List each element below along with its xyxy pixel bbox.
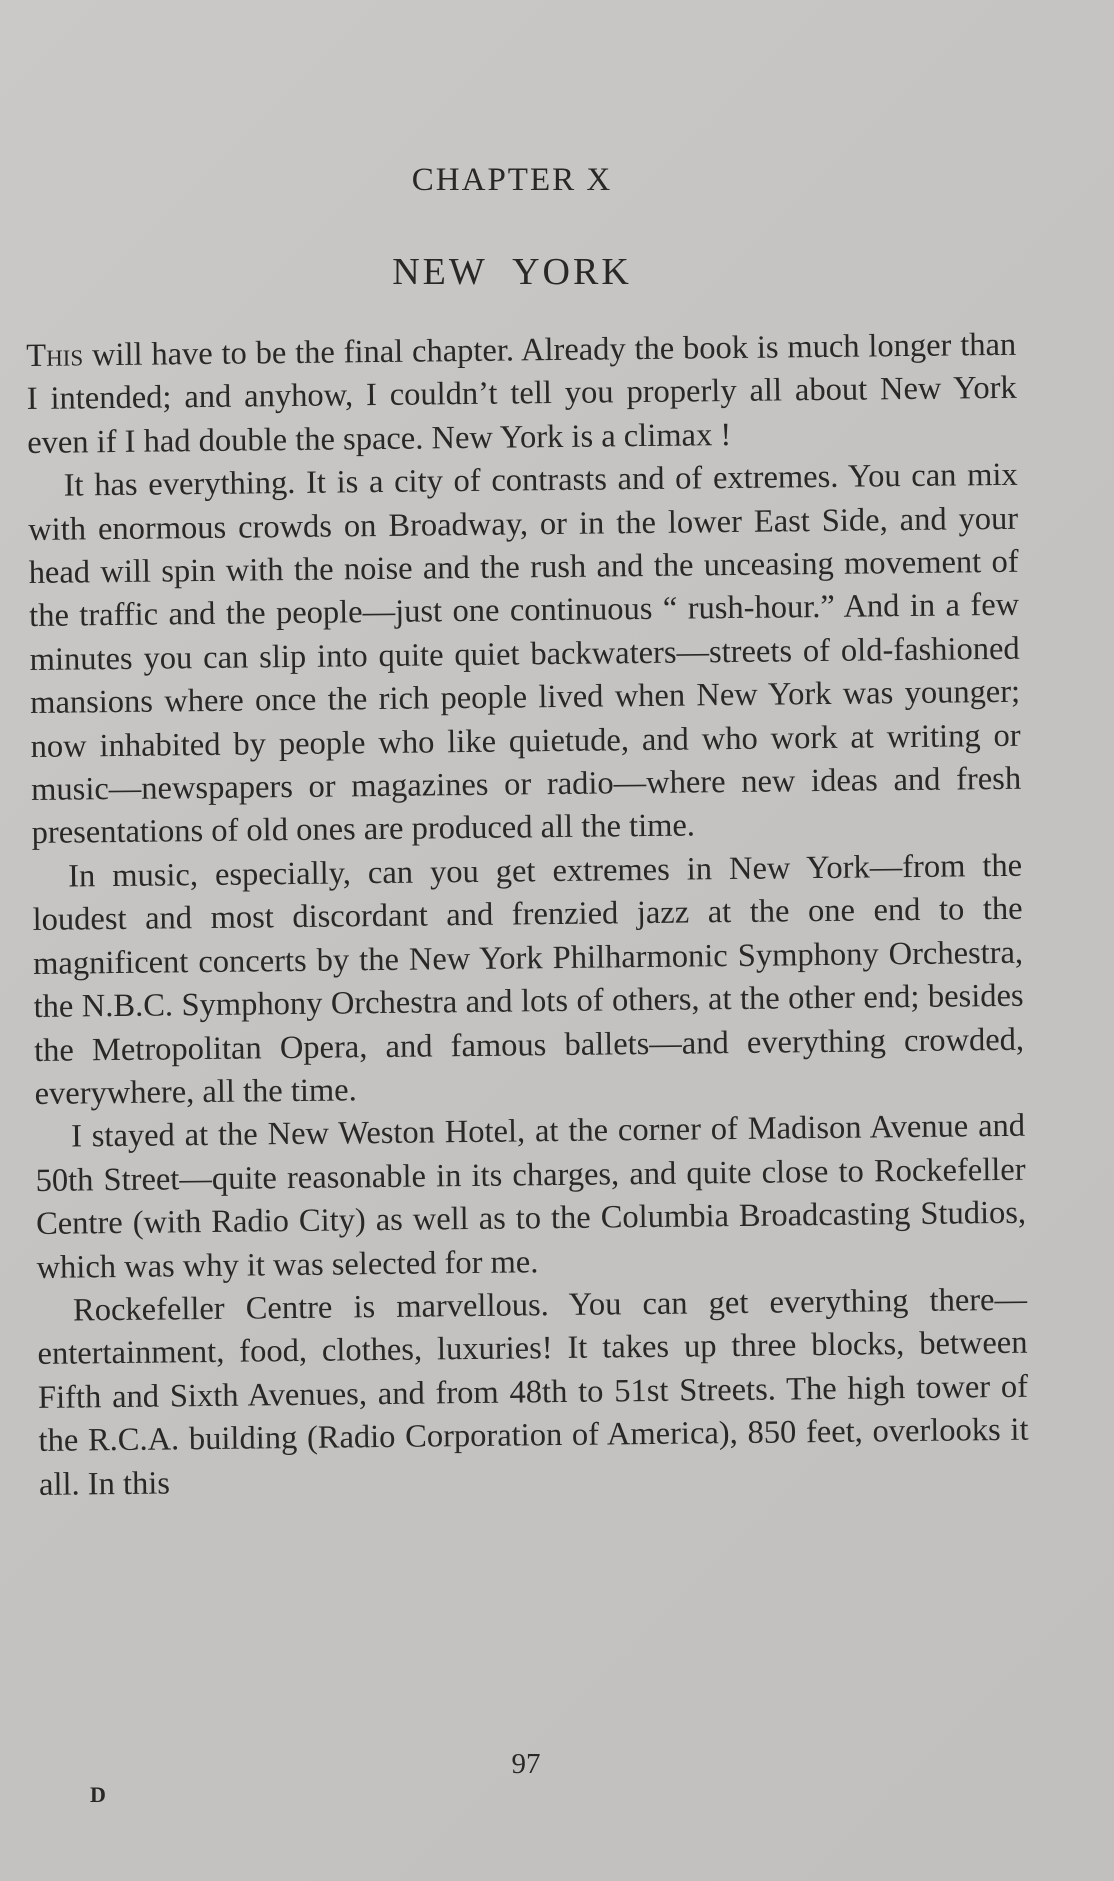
chapter-body <box>26 324 1029 1507</box>
paragraph: It has everything. It is a city of contrasts and of extremes. You can mix with enormous crowds on Broadway, or in the lower East Side, and your head will spin with the noise and the rush and the unceasing movement of the traffic and the people—just one continuous “ rush-hour.” And in a few minutes you can slip into quite quiet backwaters—streets of old-fashioned mansions where once the rich people lived when New York was younger; now inhabited by people who like quietude, and who work at writing or music—newspapers or magazines or radio—where new ideas and fresh presentations of old ones are produced all the time. <box>28 456 1022 852</box>
paragraph: Rockefeller Centre is marvellous. You can get everything there—entertainment, food, clothes, luxuries! It takes up three blocks, between Fifth and Sixth Avenues, and from 48th to 51st Streets. The high tower of the R.C.A. building (Radio Corporation of America), 850 feet, overlooks it all. In this <box>37 1281 1029 1503</box>
paragraph <box>26 324 1017 465</box>
chapter-title: NEW YORK <box>392 251 632 293</box>
page-number: 97 <box>511 1748 541 1780</box>
chapter-label: CHAPTER X <box>411 162 613 198</box>
signature-mark: D <box>90 1782 106 1807</box>
paragraph-text: will have to be the final chapter. Already the book is much longer than I intended; and anyhow, I couldn’t tell you properly all about New York even if I had double the space. New York is a climax ! <box>26 326 1017 461</box>
paragraph: I stayed at the New Weston Hotel, at the corner of Madison Avenue and 50th Street—quite reasonable in its charges, and quite close to Rockefeller Centre (with Radio City) as well as to the Columbia Broadcasting Studios, which was why it was selected for me. <box>35 1108 1027 1286</box>
paragraph-lead-word: This <box>26 337 84 374</box>
paragraph: In music, especially, can you get extremes in New York—from the loudest and most discordant and frenzied jazz at the one end to the magnificent concerts by the New York Philharmonic Symphony Orchestra, the N.B.C. Symphony Orchestra and lots of others, at the other end; besides the Metropolitan Opera, and famous ballets—and everything crowded, everywhere, all the time. <box>32 847 1025 1112</box>
